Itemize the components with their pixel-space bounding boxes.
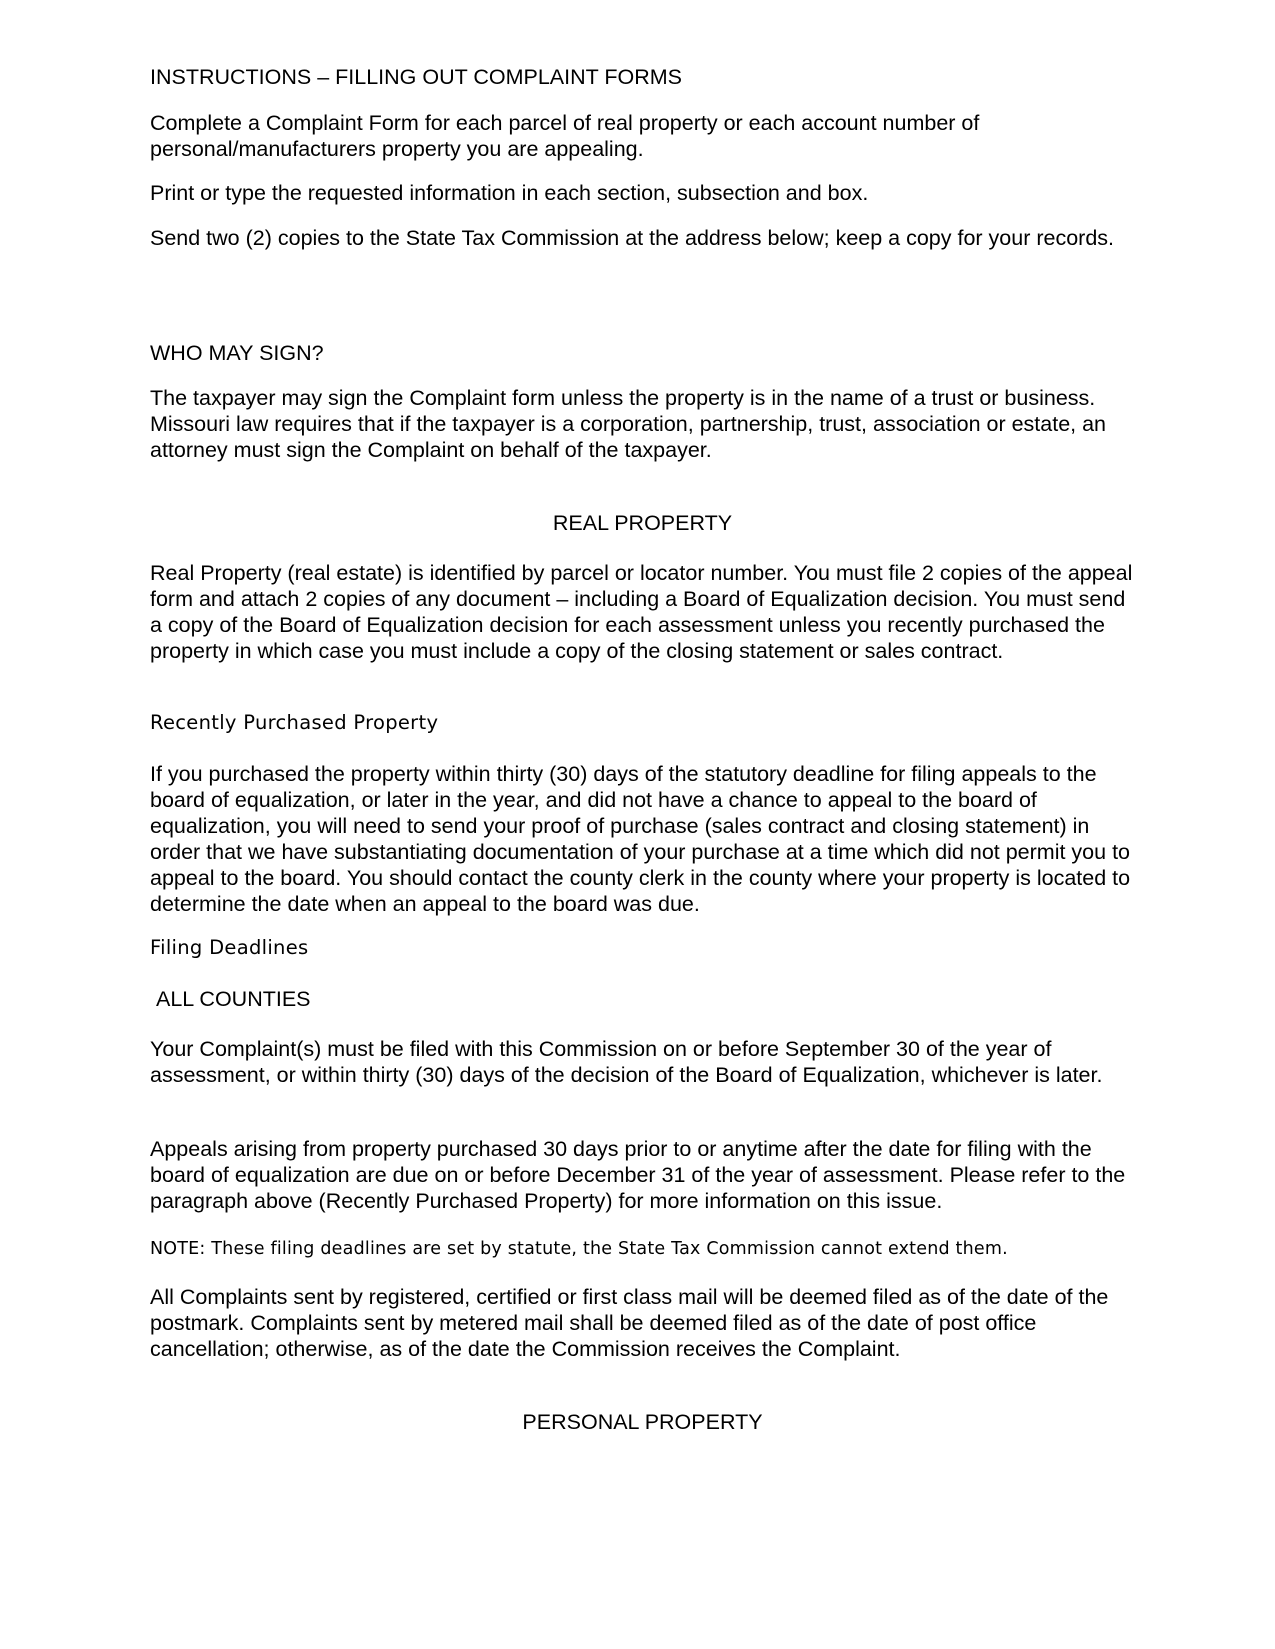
who-may-sign-heading: WHO MAY SIGN?	[150, 341, 324, 365]
intro-paragraph-2: Print or type the requested information in each section, subsection and box.	[150, 181, 869, 205]
real-property-paragraph: Real Property (real estate) is identified by parcel or locator number. You must file 2 copies of the appeal form and attach 2 copies of any document – including a Board of Equalization decision. You must send a copy of the Board of Equalization decision for each assessment unless you recently purchased the property in which case you must include a copy of the closing statement or sales contract.	[150, 561, 1133, 663]
deadline-note: NOTE: These filing deadlines are set by statute, the State Tax Commission cannot extend them.	[150, 1239, 1008, 1259]
real-property-heading: REAL PROPERTY	[552, 511, 733, 535]
personal-property-heading: PERSONAL PROPERTY	[522, 1410, 763, 1434]
deadline-paragraph-2: Appeals arising from property purchased 30 days prior to or anytime after the date for filing with the board of equalization are due on or before December 31 of the year of assessment. Please refer to the paragraph above (Recently Purchased Property) for more information on this issue.	[150, 1137, 1126, 1213]
deadline-paragraph-1: Your Complaint(s) must be filed with this Commission on or before September 30 of the year of assessment, or within thirty (30) days of the decision of the Board of Equalization, whichever is later.	[150, 1037, 1103, 1087]
recently-purchased-heading: Recently Purchased Property	[150, 711, 439, 734]
intro-paragraph-3: Send two (2) copies to the State Tax Commission at the address below; keep a copy for your records.	[150, 226, 1115, 250]
filing-deadlines-heading: Filing Deadlines	[150, 936, 309, 959]
all-counties-heading: ALL COUNTIES	[156, 987, 311, 1011]
document-title: INSTRUCTIONS – FILLING OUT COMPLAINT FORMS	[150, 65, 682, 89]
mail-filing-paragraph: All Complaints sent by registered, certified or first class mail will be deemed filed as of the date of the postmark. Complaints sent by metered mail shall be deemed filed as of the date of post office cancellation; otherwise, as of the date the Commission receives the Complaint.	[150, 1285, 1109, 1361]
intro-paragraph-1: Complete a Complaint Form for each parcel of real property or each account number of personal/manufacturers property you are appealing.	[150, 111, 980, 161]
who-may-sign-paragraph: The taxpayer may sign the Complaint form unless the property is in the name of a trust or business. Missouri law requires that if the taxpayer is a corporation, partnership, trust, association or estate, an attorney must sign the Complaint on behalf of the taxpayer.	[150, 386, 1107, 462]
recently-purchased-paragraph: If you purchased the property within thirty (30) days of the statutory deadline for filing appeals to the board of equalization, or later in the year, and did not have a chance to appeal to the board of equalization, you will need to send your proof of purchase (sales contract and closing statement) in order that we have substantiating documentation of your purchase at a time which did not permit you to appeal to the board. You should contact the county clerk in the county where your property is located to determine the date when an appeal to the board was due.	[150, 762, 1131, 916]
